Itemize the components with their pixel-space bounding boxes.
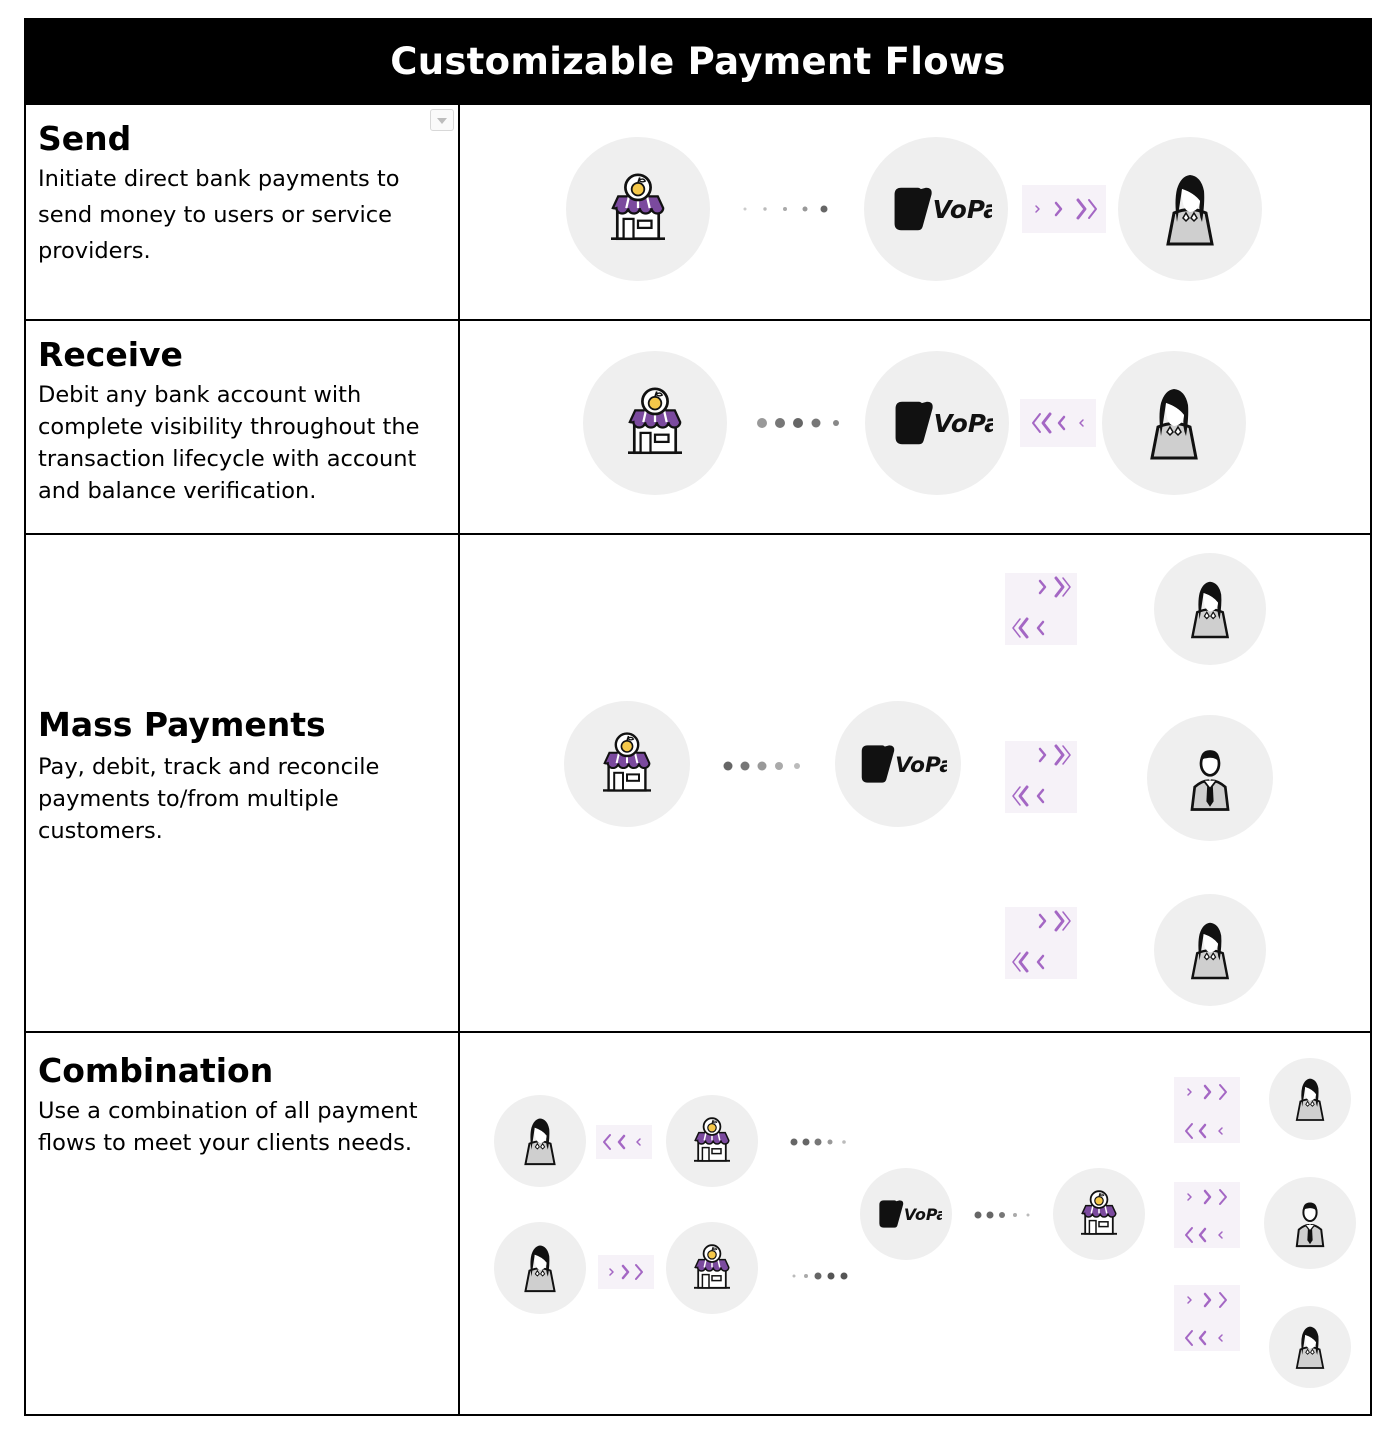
row-title: Mass Payments — [38, 705, 326, 744]
row-send — [26, 103, 1370, 319]
vopay-logo-icon — [864, 137, 1016, 281]
mass-payments-flow-diagram — [460, 535, 1370, 1031]
dots-connector — [793, 1273, 848, 1280]
woman-user-icon — [1154, 553, 1266, 665]
bidirectional-arrows-icon — [1005, 573, 1077, 645]
store-icon — [564, 701, 690, 827]
woman-user-icon — [1102, 351, 1246, 495]
bidirectional-arrows-icon — [1174, 1077, 1240, 1143]
row-description: Use a combination of all payment flows to meet your clients needs. — [38, 1098, 418, 1156]
store-icon — [666, 1222, 758, 1314]
row-title: Send — [38, 119, 132, 158]
forward-arrows-icon — [598, 1255, 654, 1289]
combination-flow-diagram — [460, 1033, 1370, 1416]
woman-user-icon — [494, 1095, 586, 1187]
row-receive-label-cell — [26, 321, 460, 533]
dots-connector — [791, 1139, 846, 1146]
dots-connector — [744, 206, 828, 213]
backward-arrows-icon — [596, 1125, 652, 1159]
man-user-icon — [1147, 715, 1273, 841]
store-icon — [566, 137, 710, 281]
dots-connector — [757, 418, 839, 428]
vopay-logo-icon — [860, 1168, 958, 1260]
bidirectional-arrows-icon — [1005, 741, 1077, 813]
row-send-label-cell — [26, 105, 460, 319]
row-description: Initiate direct bank payments to send money to users or service providers. — [38, 166, 400, 264]
woman-user-icon — [1269, 1058, 1351, 1140]
store-icon — [666, 1095, 758, 1187]
table-title: Customizable Payment Flows — [26, 20, 1370, 103]
payment-flows-table — [24, 18, 1372, 1416]
dots-connector — [724, 762, 801, 771]
row-title: Combination — [38, 1051, 274, 1090]
bidirectional-arrows-icon — [1005, 907, 1077, 979]
store-icon — [583, 351, 727, 495]
dots-connector — [975, 1212, 1030, 1219]
woman-user-icon — [1118, 137, 1262, 281]
send-flow-diagram — [460, 105, 1370, 319]
bidirectional-arrows-icon — [1174, 1182, 1240, 1248]
row-description: Debit any bank account with complete visibility throughout the transaction lifecycle with account and balance verification. — [38, 382, 420, 504]
forward-arrows-icon — [1022, 185, 1106, 233]
man-user-icon — [1264, 1177, 1356, 1269]
bidirectional-arrows-icon — [1174, 1285, 1240, 1351]
backward-arrows-icon — [1020, 399, 1096, 447]
vopay-logo-icon — [835, 701, 968, 827]
woman-user-icon — [494, 1222, 586, 1314]
row-mass-payments-label-cell — [26, 535, 460, 1031]
row-receive — [26, 319, 1370, 533]
vopay-logo-icon — [865, 351, 1017, 495]
store-icon — [1053, 1168, 1145, 1260]
woman-user-icon — [1269, 1306, 1351, 1388]
receive-flow-diagram — [460, 321, 1370, 533]
row-combination-label-cell — [26, 1033, 460, 1416]
row-mass-payments — [26, 533, 1370, 1031]
woman-user-icon — [1154, 894, 1266, 1006]
dropdown-toggle-icon[interactable] — [430, 109, 454, 131]
row-combination — [26, 1031, 1370, 1416]
row-title: Receive — [38, 335, 183, 374]
row-description: Pay, debit, track and reconcile payments to/from multiple customers. — [38, 754, 380, 844]
